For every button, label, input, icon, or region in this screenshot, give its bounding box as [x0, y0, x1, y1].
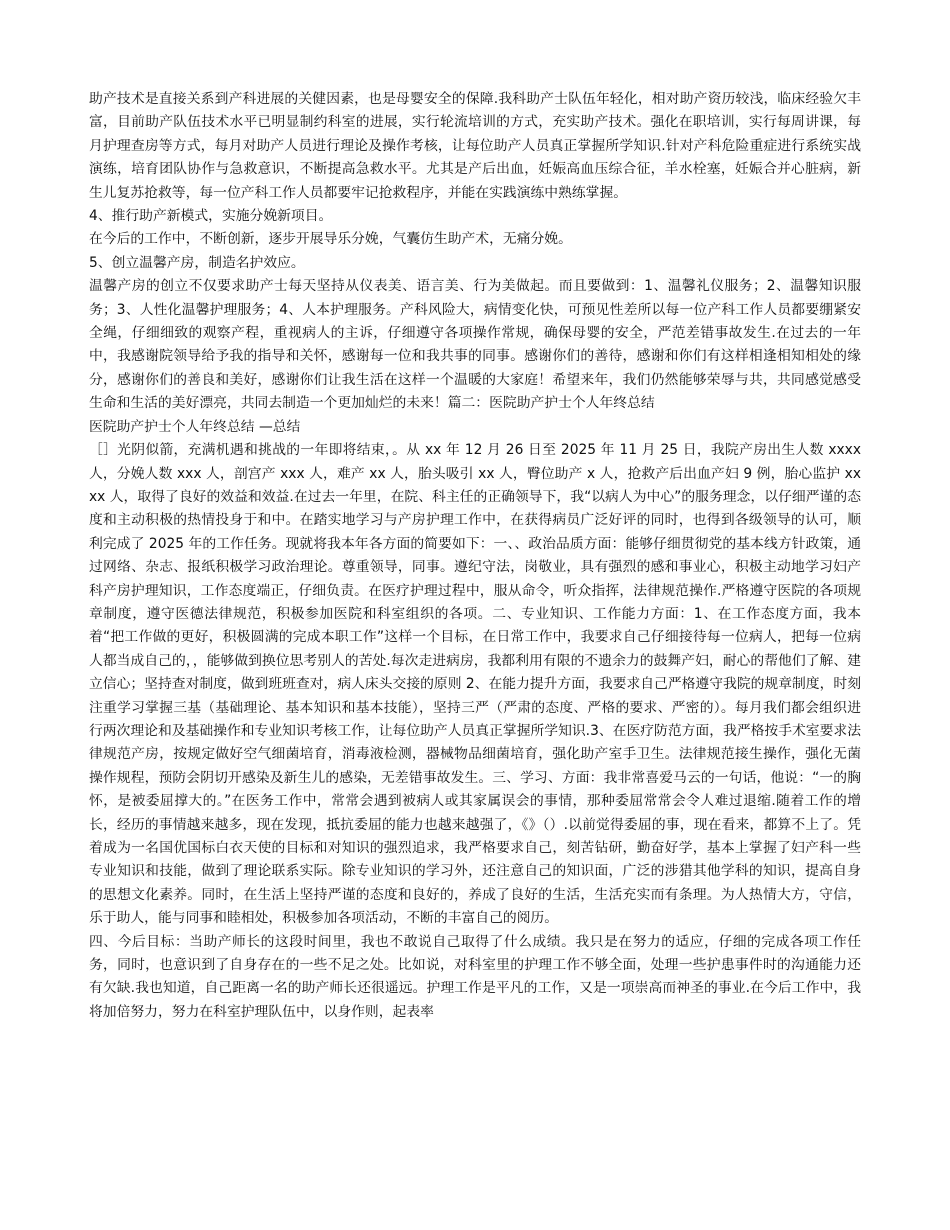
section-title: 医院助产护士个人年终总结 —总结 — [89, 418, 301, 435]
paragraph-new-delivery-mode: 在今后的工作中，不断创新，逐步开展导乐分娩，气囊仿生助产术，无痛分娩。 — [89, 231, 572, 248]
paragraph-warm-delivery-room: 温馨产房的创立不仅要求助产士每天坚持从仪表美、语言美、行为美做起。而且要做到：1、温馨礼仪服务；2、温馨知识服务；3、人性化温馨护理服务；4、人本护理服务。产科风险大，病情变化快，可预见性差所以每一位产科工作人员都要绷紧安全绳，仔细细致的观察产程，重视病人的主诉，仔细遵守各项操作常规，确保母婴的安全，严范差错事故发生.在过去的一年中，我感谢院领导给予我的指导和关怀，感谢每一位和我共事的同事。感谢你们的善待，感谢和你们有这样相逢相知相处的缘分，感谢你们的善良和美好，感谢你们让我生活在这样一个温暖的大家庭！希望来年，我们仍然能够荣辱与共，共同感觉感受生命和生活的美好漂亮，共同去制造一个更加灿烂的未来！篇二：医院助产护士个人年终总结 — [89, 278, 861, 412]
document-body — [89, 88, 861, 1024]
paragraph-midwifery-training: 助产技术是直接关系到产科进展的关健因素，也是母婴安全的保障.我科助产士队伍年轻化，相对助产资历较浅，临床经验欠丰富，目前助产队伍技术水平已明显制约科室的进展，实行轮流培训的方式，充实助产技术。强化在职培训，实行每周讲课，每月护理查房等方式，每月对助产人员进行理论及操作考核，让每位助产人员真正掌握所学知识.针对产科危险重症进行系统实战演练，培育团队协作与急救意识，不断提高急救水平。尤其是产后出血，妊娠高血压综合征，羊水栓塞，妊娠合并心脏病，新生儿复苏抢救等，每一位产科工作人员都要牢记抢救程序，并能在实践演练中熟练掌握。 — [89, 91, 861, 201]
paragraph-annual-summary: ［］光阴似箭，充满机遇和挑战的一年即将结束，。从 xx 年 12 月 26 日至 2025 年 11 月 25 日，我院产房出生人数 xxxx 人，分娩人数 xxx 人，剖宫产 xxx 人，难产 xx 人，胎头吸引 xx 人，臀位助产 x 人，抢救产后出血产妇 9 例，胎心监护 xxxx 人，取得了良好的效益和效益.在过去一年里，在院、科主任的正确领导下，我“以病人为中心”的服务理念，以仔细严谨的态度和主动积极的热情投身于和中。在踏实地学习与产房护理工作中，在获得病员广泛好评的同时，也得到各级领导的认可，顺利完成了 2025 年的工作任务。现就将我本年各方面的简要如下：一、、政治品质方面：能够仔细贯彻党的基本线方针政策，通过网络、杂志、报纸积极学习政治理论。尊重领导，同事。遵纪守法，岗敬业，具有强烈的感和事业心，积极主动地学习妇产科产房护理知识，工作态度端正，仔细负责。在医疗护理过程中，服从命令，听众指挥，法律规范操作.严格遵守医院的各项规章制度，遵守医德法律规范，积极参加医院和科室组织的各项。二、专业知识、工作能力方面：1、在工作态度方面，我本着“把工作做的更好，积极圆满的完成本职工作”这样一个目标，在日常工作中，我要求自己仔细接待每一位病人，把每一位病人都当成自己的，，能够做到换位思考别人的苦处.每次走进病房，我都利用有限的不遗余力的鼓舞产妇，耐心的帮他们了解、建立信心；坚持查对制度，做到班班查对，病人床头交接的原则 2、在能力提升方面，我要求自己严格遵守我院的规章制度，时刻注重学习掌握三基（基础理论、基本知识和基本技能），坚持三严（严肃的态度、严格的要求、严密的）。每月我们都会组织进行两次理论和及基础操作和专业知识考核工作，让每位助产人员真正掌握所学知识.3、在医疗防范方面，我严格按手术室要求法律规范产房，按规定做好空气细菌培育，消毒液检测，器械物品细菌培育，强化助产室手卫生。法律规范接生操作，强化无菌操作规程，预防会阴切开感染及新生儿的感染，无差错事故发生。三、学习、方面：我非常喜爱马云的一句话，他说：“一的胸怀，是被委屈撑大的。”在医务工作中，常常会遇到被病人或其家属误会的事情，那种委屈常常会令人难过退缩.随着工作的增长，经历的事情越来越多，现在发现，抵抗委屈的能力也越来越强了，《》（）.以前觉得委屈的事，现在看来，都算不上了。凭着成为一名国优国标白衣天使的目标和对知识的强烈追求，我严格要求自己，刻苦钻研，勤奋好学，基本上掌握了妇产科一些专业知识和技能，做到了理论联系实际。除专业知识的学习外，还注意自己的知识面，广泛的涉猎其他学科的知识，提高自身的思想文化素养。同时，在生活上坚持严谨的态度和良好的，养成了良好的生活，生活充实而有条理。为人热情大方，守信，乐于助人，能与同事和睦相处，积极参加各项活动，不断的丰富自己的阅历。 — [89, 442, 861, 927]
heading-warm-delivery-room: 5、创立温馨产房，制造名护效应。 — [89, 254, 305, 271]
heading-new-delivery-mode: 4、推行助产新模式，实施分娩新项目。 — [89, 208, 333, 225]
paragraph-future-goals: 四、今后目标：当助产师长的这段时间里，我也不敢说自己取得了什么成绩。我只是在努力的适应，仔细的完成各项工作任务，同时，也意识到了自身存在的一些不足之处。比如说，对科室里的护理工作不够全面，处理一些护患事件时的沟通能力还有欠缺.我也知道，自己距离一名的助产师长还很遥远。护理工作是平凡的工作，又是一项崇高而神圣的事业.在今后工作中，我将加倍努力，努力在科室护理队伍中，以身作则，起表率 — [89, 933, 861, 1020]
